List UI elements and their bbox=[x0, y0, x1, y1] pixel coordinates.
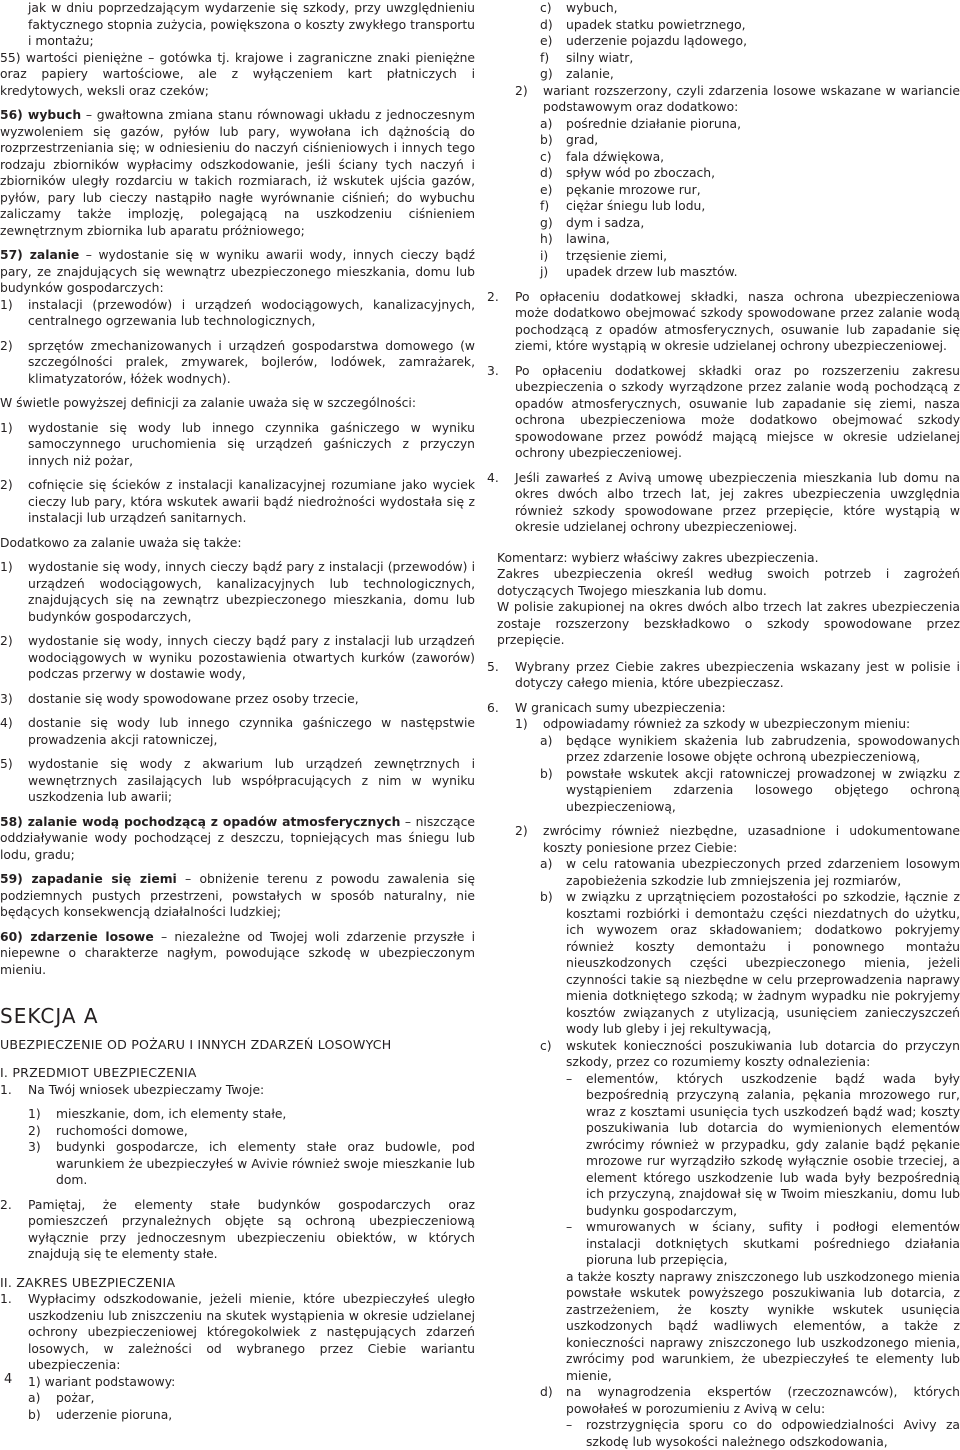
comment-line-1: Zakres ubezpieczenia określ według swoich potrzeb i zagrożeń dotyczących Twojego mieszkania lub domu. bbox=[497, 567, 960, 598]
list-item bbox=[487, 889, 960, 1038]
variant-basic-heading: 1) wariant podstawowy: bbox=[28, 1374, 176, 1389]
list-item-text: upadek drzew lub masztów. bbox=[566, 265, 738, 279]
list-item-text: pożar, bbox=[56, 1391, 95, 1405]
list-item-number: a) bbox=[540, 116, 553, 131]
dash-item bbox=[487, 1219, 960, 1269]
numbered-paragraph bbox=[0, 1291, 475, 1374]
list-item-text: wskutek konieczności poszukiwania lub dotarcia do przyczyn szkody, przez co rozumiemy koszty odnalezienia: bbox=[566, 1038, 960, 1069]
list-item bbox=[487, 264, 960, 281]
definition-57 bbox=[0, 247, 475, 297]
list-item bbox=[487, 716, 960, 733]
paragraph-text: Na Twój wniosek ubezpieczamy Twoje: bbox=[28, 1082, 265, 1097]
dash-marker: – bbox=[566, 1220, 573, 1234]
list-item bbox=[487, 215, 960, 232]
definition-60 bbox=[0, 929, 475, 979]
list-item-text: pośrednie działanie pioruna, bbox=[566, 116, 742, 131]
dash-marker: – bbox=[566, 1418, 573, 1432]
definition-56 bbox=[0, 107, 475, 239]
list-item-number: a) bbox=[540, 733, 553, 748]
definition-57-intro-3: Dodatkowo za zalanie uważa się także: bbox=[0, 535, 242, 550]
list-item-text: budynki gospodarcze, ich elementy stałe oraz budowle, pod warunkiem że ubezpieczyłeś w Avivie również swoje mieszkanie lub dom. bbox=[56, 1140, 475, 1187]
list-item-number: 2) bbox=[515, 824, 528, 838]
list-item bbox=[0, 338, 475, 388]
list-item bbox=[0, 1139, 475, 1189]
list-item-text: zalanie, bbox=[566, 67, 614, 81]
numbered-paragraph bbox=[487, 659, 960, 692]
list-item bbox=[487, 182, 960, 199]
list-item-text: wydostanie się wody lub innego czynnika gaśniczego w wyniku samoczynnego uruchomienia się urządzeń gaśniczych z przyczyn innych niż pożar, bbox=[28, 420, 475, 468]
definition-58 bbox=[0, 814, 475, 864]
paragraph-text: Wypłacimy odszkodowanie, jeżeli mienie, które ubezpieczyłeś uległo uszkodzeniu lub zniszczeniu na skutek wystąpienia w okresie udzielanej ochrony ubezpieczeniowej któregokolwiek z następujących zdarzeń losowych, w zależności od wybranego przez Ciebie wariantu ubezpieczenia: bbox=[28, 1292, 475, 1372]
list-item-text: spływ wód po zboczach, bbox=[566, 166, 716, 180]
list-item bbox=[0, 559, 475, 625]
list-item-number: 3) bbox=[0, 691, 13, 706]
paragraph-number: 4. bbox=[487, 470, 499, 485]
paragraph-number: 5. bbox=[487, 659, 499, 674]
paragraph-text: Wybrany przez Ciebie zakres ubezpieczenia wskazany jest w polisie i dotyczy całego mienia, które ubezpieczasz. bbox=[515, 659, 960, 690]
list-item-text: trzęsienie ziemi, bbox=[566, 248, 668, 263]
list-item-text: dostanie się wody lub innego czynnika gaśniczego w następstwie prowadzenia akcji ratowniczej, bbox=[28, 716, 475, 747]
paragraph-text: Jeśli zawarłeś z Avivą umowę ubezpieczenia mieszkania lub domu na okres dwóch albo trzech lat, jej zakres ubezpieczenia uwzględnia również szkody spowodowane przez przepięcie, które wystąpią w okresie udzielanej ochrony ubezpieczeniowej. bbox=[515, 470, 960, 534]
list-item bbox=[0, 297, 475, 330]
list-item-number: 2) bbox=[0, 338, 13, 353]
dash-item bbox=[487, 1071, 960, 1220]
list-item-text: pękanie mrozowe rur, bbox=[566, 182, 701, 197]
list-item-number: 1) bbox=[0, 560, 13, 574]
list-item-text: instalacji (przewodów) i urządzeń wodociągowych, kanalizacyjnych, centralnego ogrzewania lub technologicznych, bbox=[28, 297, 475, 328]
definition-57-intro-2: W świetle powyższej definicji za zalanie uważa się w szczególności: bbox=[0, 396, 417, 410]
chapter-heading-2: II. ZAKRES UBEZPIECZENIA bbox=[0, 1274, 176, 1290]
list-item-text: ruchomości domowe, bbox=[56, 1123, 188, 1138]
comment-box bbox=[487, 550, 960, 649]
list-item bbox=[0, 1390, 475, 1407]
definition-58-text: – niszczące oddziaływanie wody pochodzącej z deszczu, topniejących mas śniegu lub lodu, gradu; bbox=[0, 814, 475, 862]
list-item-text: na wynagrodzenia ekspertów (rzeczoznawców), których powołałeś w porozumieniu z Avivą w celu: bbox=[566, 1385, 960, 1416]
list-item bbox=[487, 231, 960, 248]
list-item-number: 1) bbox=[515, 717, 528, 731]
page-number: 4 bbox=[4, 1372, 13, 1387]
list-item-number: b) bbox=[28, 1407, 41, 1422]
definition-58-term: 58) zalanie wodą pochodzącą z opadów atmosferycznych bbox=[0, 814, 401, 829]
list-item-text: odpowiadamy również za szkody w ubezpieczonym mieniu: bbox=[543, 717, 911, 731]
definition-57-term: 57) zalanie bbox=[0, 248, 80, 262]
list-item-number: a) bbox=[28, 1391, 41, 1405]
paragraph-number: 3. bbox=[487, 363, 499, 378]
list-item-number: 5) bbox=[0, 757, 13, 771]
list-item bbox=[487, 856, 960, 889]
list-item-number: f) bbox=[540, 50, 550, 65]
list-item bbox=[0, 715, 475, 748]
definition-59 bbox=[0, 871, 475, 921]
list-item-text: wydostanie się wody z akwarium lub urządzeń zewnętrznych i wewnętrznych zasilających lub współpracujących z nim w wyniku uszkodzenia lub awarii; bbox=[28, 757, 475, 804]
list-item-text: wydostanie się wody, innych cieczy bądź pary z instalacji lub urządzeń wodociągowych w wyniku pozostawienia otwartych kurków (zaworów) podczas przerwy w dostawie wody, bbox=[28, 634, 475, 681]
definition-59-term: 59) zapadanie się ziemi bbox=[0, 872, 177, 886]
list-item-number: c) bbox=[540, 149, 552, 164]
list-item-number: 2) bbox=[0, 478, 13, 492]
list-item-text: wydostanie się wody, innych cieczy bądź pary z instalacji (przewodów) i urządzeń wodociągowych, kanalizacyjnych lub technologicznych, znajdujących się na zewnątrz ubezpieczonego mieszkania, domu lub budynków gospodarczych, bbox=[28, 560, 475, 624]
list-item bbox=[0, 756, 475, 806]
list-item bbox=[0, 477, 475, 527]
definition-56-term: 56) wybuch bbox=[0, 108, 82, 122]
list-item bbox=[487, 1038, 960, 1071]
list-item-text: mieszkanie, dom, ich elementy stałe, bbox=[56, 1107, 287, 1121]
list-item-text: wybuch, bbox=[566, 1, 618, 15]
variant-extended bbox=[487, 83, 960, 116]
definition-56-text: – gwałtowna zmiana stanu równowagi układu z jednoczesnym wyzwoleniem się gazów, pyłów lub pary, wywołana ich dążnością do rozprzestrzeniania się; w odniesieniu do naczyń ciśnieniowych i innych tego rodzaju zbiorników wypłacimy odszkodowanie, jeśli ściany tych naczyń i zbiorników uległy rozdarciu w takich rozmiarach, iż wskutek ujścia gazów, pyłów, pary lub cieczy nastąpiło nagłe wyrównanie ciśnień; do wybuchu zaliczamy także implozję, polegającą na uszkodzeniu ciśnieniem zewnętrznym zbiornika lub aparatu próżniowego; bbox=[0, 108, 475, 238]
list-item bbox=[487, 33, 960, 50]
paragraph-text: Pamiętaj, że elementy stałe budynków gospodarczych oraz pomieszczeń przynależnych objęte są ochroną ubezpieczeniową wyłącznie przy jednoczesnym ubezpieczeniu obiektów, w których znajdują się te elementy stałe. bbox=[28, 1197, 475, 1261]
list-item bbox=[487, 766, 960, 816]
list-item-text: uderzenie pioruna, bbox=[56, 1407, 173, 1422]
list-item-text: wariant rozszerzony, czyli zdarzenia losowe wskazane w wariancie podstawowym oraz dodatkowo: bbox=[543, 83, 960, 114]
list-item-text: upadek statku powietrznego, bbox=[566, 17, 746, 32]
dash-item-text: rozstrzygnięcia sporu co do odpowiedzialności Avivy za szkodę lub wysokości należnego odszkodowania, bbox=[586, 1418, 960, 1449]
list-item-number: 2) bbox=[515, 83, 528, 98]
list-item-text: silny wiatr, bbox=[566, 50, 634, 65]
numbered-paragraph bbox=[487, 470, 960, 536]
section-title: SEKCJA A bbox=[0, 1004, 99, 1028]
numbered-paragraph bbox=[487, 363, 960, 462]
list-item-number: g) bbox=[540, 67, 553, 81]
paragraph-text: Po opłaceniu dodatkowej składki oraz po rozszerzeniu zakresu ubezpieczenia o szkody wyrządzone przez zalanie wodą pochodzącą z opadów atmosferycznych, osuwanie lub zapadanie się ziemi, nasza ochrona ubezpieczeniowa może dodatkowo obejmować szkody spowodowane przez powódź mającą miejsce w okresie udzielanej ochrony ubezpieczeniowej. bbox=[515, 363, 960, 460]
list-item bbox=[487, 50, 960, 67]
list-item bbox=[487, 198, 960, 215]
list-item-text: fala dźwiękowa, bbox=[566, 149, 665, 164]
list-item-number: b) bbox=[540, 890, 553, 904]
list-item-number: d) bbox=[540, 166, 553, 180]
dash-item-text: elementów, których uszkodzenie bądź wada były bezpośrednią przyczyną zalania, pękania mrozowego rur, wraz z kosztami usunięcia tych uszkodzeń bądź wad; koszty poszukiwania lub dotarcia do wymienionych elementów zwrócimy również w przypadku, gdy zalanie bądź pękanie mrozowe rur wyrządziło szkodę wyłącznie osobie trzeciej, a element którego uszkodzenie lub wada były bezpośrednią ich przyczyną, znajdował się w Twoim mieszkaniu, domu lub budynku gospodarczym, bbox=[586, 1071, 960, 1218]
list-item-number: 1) bbox=[0, 297, 13, 312]
left-column bbox=[0, 0, 475, 1423]
list-item-number: 1) bbox=[0, 420, 13, 435]
paragraph-number: 2. bbox=[0, 1197, 12, 1212]
list-item bbox=[487, 248, 960, 265]
list-item-number: i) bbox=[540, 248, 549, 263]
list-item bbox=[0, 420, 475, 470]
list-item-number: c) bbox=[540, 1038, 552, 1053]
list-item bbox=[0, 633, 475, 683]
list-item-text: w związku z uprzątnięciem pozostałości po szkodzie, łącznie z kosztami rozbiórki i demontażu części niezdatnych do użytku, ich wywozem oraz składowaniem; dodatkowo pokryjemy również koszty demontażu i ponownego montażu nieuszkodzonych części ubezpieczonego mienia, jeżeli czynności takie są niezbędne w celu przeprowadzenia naprawy mienia dotkniętego szkodą; w żadnym wypadku nie pokryjemy kosztów związanych z utylizacją, usunięciem zanieczyszczeń wody lub gleby i jej rekultywacją, bbox=[566, 890, 960, 1036]
list-item-text: w celu ratowania ubezpieczonych przed zdarzeniem losowym zapobieżenia szkodzie lub zmniejszenia jej rozmiarów, bbox=[566, 857, 960, 888]
list-item-number: e) bbox=[540, 34, 553, 48]
list-item-text: powstałe wskutek akcji ratowniczej prowadzonej w związku z wystąpieniem zdarzenia losowego objętego ochroną ubezpieczeniową, bbox=[566, 766, 960, 814]
dash-marker: – bbox=[566, 1071, 573, 1086]
list-item-number: c) bbox=[540, 1, 552, 15]
list-item-text: cofnięcie się ścieków z instalacji kanalizacyjnej rozumiane jako wyciek cieczy lub pary, która wskutek awarii bądź niedrożności wydostała się z instalacji lub urządzeń sanitarnych. bbox=[28, 478, 475, 525]
list-item-number: d) bbox=[540, 17, 553, 32]
list-item bbox=[487, 1384, 960, 1417]
list-item bbox=[487, 733, 960, 766]
list-item-number: 3) bbox=[28, 1140, 41, 1154]
list-item bbox=[0, 691, 475, 708]
list-item-text: dostanie się wody spowodowane przez osoby trzecie, bbox=[28, 691, 359, 706]
list-item-number: f) bbox=[540, 199, 550, 213]
list-item-number: a) bbox=[540, 857, 553, 871]
list-item bbox=[487, 165, 960, 182]
list-item-text: dym i sadza, bbox=[566, 215, 645, 230]
list-item bbox=[487, 823, 960, 856]
list-item-text: uderzenie pojazdu lądowego, bbox=[566, 34, 747, 48]
list-item-number: 4) bbox=[0, 716, 13, 730]
list-item-number: j) bbox=[540, 265, 549, 279]
dash-item bbox=[487, 1417, 960, 1450]
list-item-number: e) bbox=[540, 182, 553, 197]
paragraph-number: 2. bbox=[487, 289, 499, 304]
definition-60-text: – niezależne od Twojej woli zdarzenie przyszłe i niepewne o charakterze nagłym, powodujące szkodę w ubezpieczonym mieniu. bbox=[0, 929, 475, 977]
definition-59-text: – obniżenie terenu z powodu zawalenia się podziemnych pustych przestrzeni, powstałych w sposób naturalny, nie będących konsekwencją działalności ludzkiej; bbox=[0, 872, 475, 919]
list-item-number: b) bbox=[540, 766, 553, 781]
section-subtitle: UBEZPIECZENIE OD POŻARU I INNYCH ZDARZEŃ LOSOWYCH bbox=[0, 1036, 392, 1052]
list-item-number: b) bbox=[540, 133, 553, 147]
list-item bbox=[487, 0, 960, 17]
list-item-text: grad, bbox=[566, 133, 599, 147]
list-item bbox=[487, 17, 960, 34]
list-item bbox=[487, 149, 960, 166]
definition-60-term: 60) zdarzenie losowe bbox=[0, 929, 154, 944]
list-item bbox=[0, 1106, 475, 1123]
chapter-heading-1: I. PRZEDMIOT UBEZPIECZENIA bbox=[0, 1065, 197, 1080]
numbered-paragraph bbox=[487, 700, 960, 717]
list-item-text: sprzętów zmechanizowanych i urządzeń gospodarstwa domowego (w szczególności pralek, zmywarek, bojlerów, lodówek, zamrażarek, klimatyzatorów, łóżek wodnych). bbox=[28, 338, 475, 386]
numbered-paragraph bbox=[0, 1197, 475, 1263]
list-item bbox=[487, 66, 960, 83]
numbered-paragraph bbox=[487, 289, 960, 355]
list-item-number: 2) bbox=[28, 1123, 41, 1138]
list-item bbox=[0, 1123, 475, 1140]
list-item bbox=[0, 1407, 475, 1424]
definition-55: 55) wartości pieniężne – gotówka tj. krajowe i zagraniczne znaki pieniężne oraz papiery wartościowe, ale z wyłączeniem kart płatniczych i kredytowych, weksli oraz czeków; bbox=[0, 50, 475, 98]
paragraph-text: Po opłaceniu dodatkowej składki, nasza ochrona ubezpieczeniowa może dodatkowo obejmować szkody spowodowane przez zalanie wodą pochodzącą z opadów atmosferycznych, osuwanie lub zapadanie się ziemi, które wystąpią w okresie udzielanej ochrony ubezpieczeniowej. bbox=[515, 289, 960, 353]
list-item bbox=[487, 132, 960, 149]
list-item-number: h) bbox=[540, 232, 553, 246]
list-item bbox=[487, 116, 960, 133]
list-item-number: 2) bbox=[0, 634, 13, 648]
comment-title: Komentarz: wybierz właściwy zakres ubezpieczenia. bbox=[497, 550, 819, 565]
paragraph-55-continuation: jak w dniu poprzedzającym wydarzenie się szkody, przy uwzględnieniu faktycznego stopnia zużycia, powiększona o koszty zwykłego transportu i montażu; bbox=[28, 1, 475, 48]
paragraph-number: 1. bbox=[0, 1292, 12, 1306]
list-item-number: 1) bbox=[28, 1107, 41, 1121]
list-item-text: zwrócimy również niezbędne, uzasadnione i udokumentowane koszty poniesione przez Ciebie: bbox=[543, 824, 960, 855]
right-column bbox=[487, 0, 960, 1450]
list-item-text: lawina, bbox=[566, 232, 610, 246]
paragraph-number: 6. bbox=[487, 700, 499, 715]
paragraph-number: 1. bbox=[0, 1082, 12, 1097]
paragraph-text: W granicach sumy ubezpieczenia: bbox=[515, 700, 726, 715]
dash-item-text: wmurowanych w ściany, sufity i podłogi elementów instalacji dotkniętych skutkami pośredniego działania pioruna lub przepięcia, bbox=[586, 1220, 960, 1267]
list-item-text: będące wynikiem skażenia lub zabrudzenia, spowodowanych przez zdarzenie losowe objęte ochroną ubezpieczeniową, bbox=[566, 733, 960, 764]
item-c-tail: a także koszty naprawy zniszczonego lub uszkodzonego mienia powstałe wskutek powyższego poszukiwania lub dotarcia, z zastrzeżeniem, że koszty wynikłe wskutek usunięcia uszkodzonych bądź wadliwych elementów, a także z konieczności naprawy zniszczonego lub uszkodzonego mienia, zwrócimy pod warunkiem, że ubezpieczyłeś te elementy lub mienie, bbox=[566, 1269, 960, 1383]
list-item-number: g) bbox=[540, 215, 553, 230]
list-item-text: ciężar śniegu lub lodu, bbox=[566, 199, 706, 213]
comment-line-2: W polisie zakupionej na okres dwóch albo trzech lat zakres ubezpieczenia zostaje rozszerzony bezskładkowo o szkody spowodowane przez przepięcie. bbox=[497, 600, 960, 647]
list-item-number: d) bbox=[540, 1385, 553, 1399]
numbered-paragraph bbox=[0, 1082, 475, 1099]
definition-57-text: – wydostanie się w wyniku awarii wody, innych cieczy bądź pary, ze znajdujących się wewnątrz ubezpieczonego mieszkania, domu lub budynków gospodarczych: bbox=[0, 248, 475, 295]
